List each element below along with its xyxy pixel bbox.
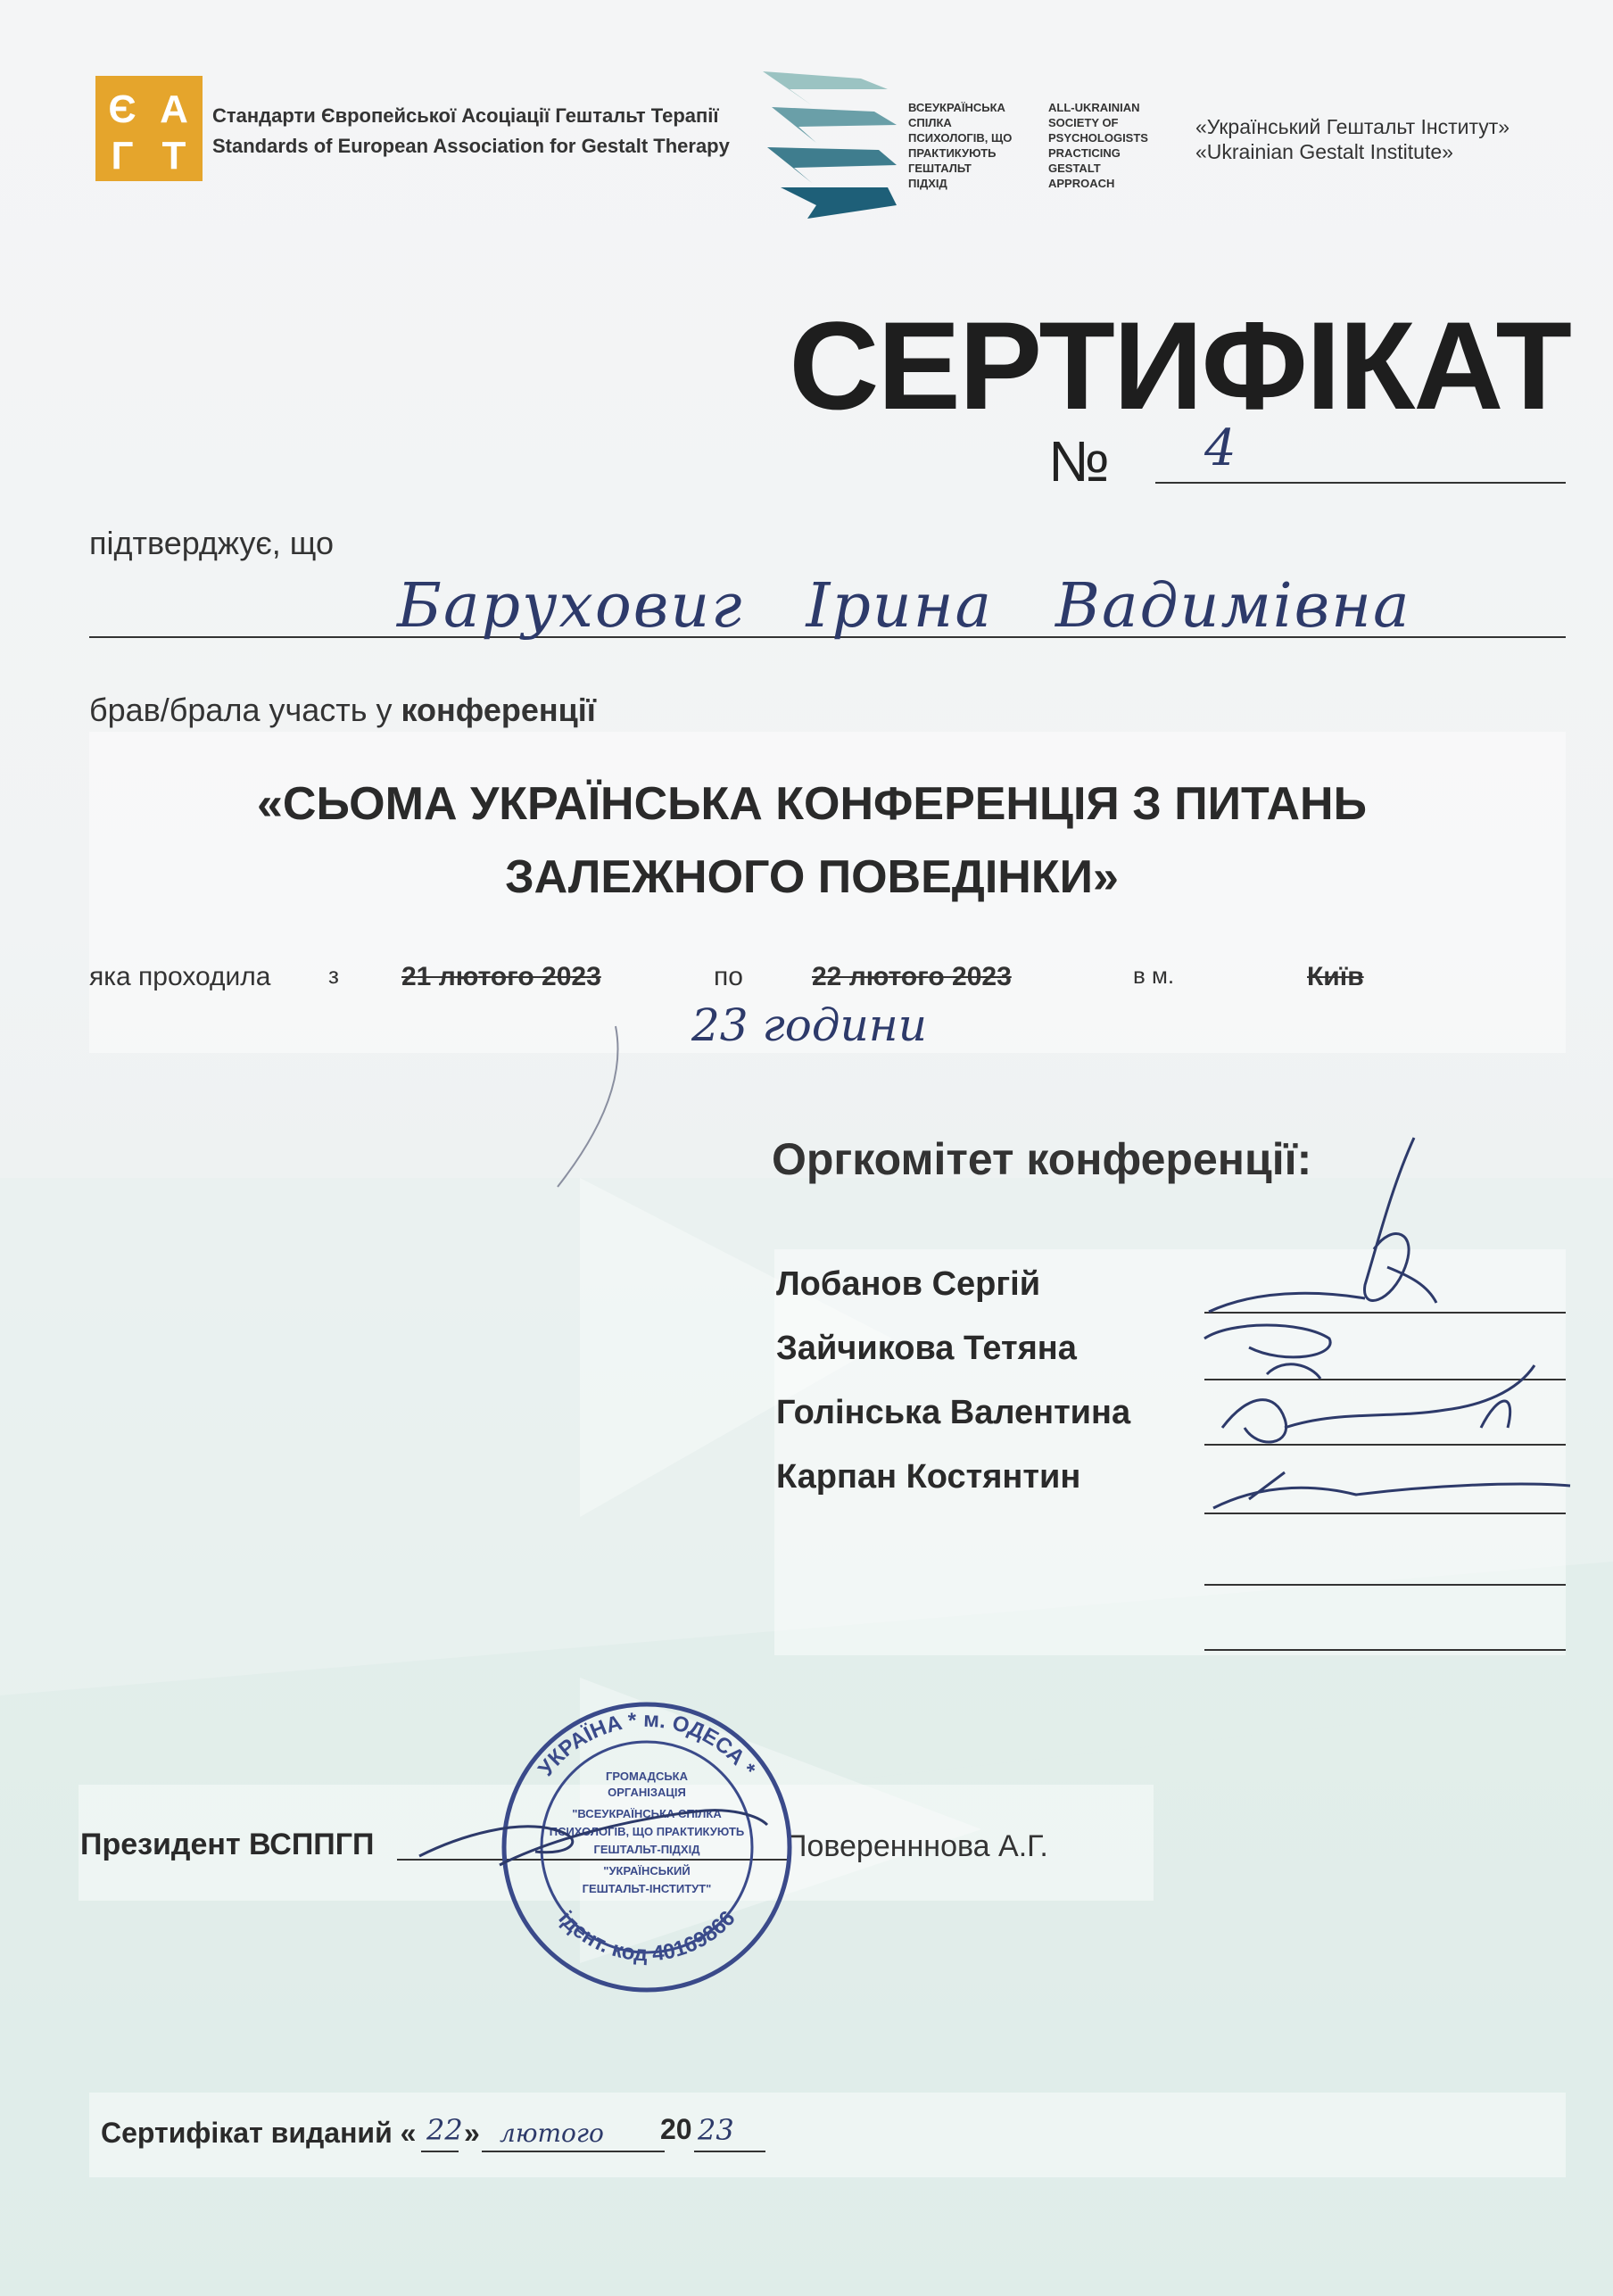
participant-surname: Баруховиг: [397, 571, 744, 642]
issued-year-prefix: 20: [660, 2113, 692, 2145]
signature-line-5: [1204, 1584, 1566, 1586]
committee-member-1: Лобанов Сергій: [776, 1265, 1041, 1303]
signature-line-1: [1204, 1312, 1566, 1314]
eagt-letter-2: А: [160, 87, 188, 131]
ugi-name-ua: «Український Гештальт Інститут»: [1195, 115, 1510, 138]
participant-first-name: Ірина: [806, 571, 994, 642]
issued-day: 22: [426, 2113, 463, 2147]
signature-line-2: [1204, 1379, 1566, 1380]
certificate-number-value: 4: [1204, 419, 1237, 477]
president-label: Президент ВСППГП: [80, 1828, 375, 1861]
ausp-ua-line-2: СПІЛКА: [908, 116, 952, 129]
issued-year-suffix: 23: [698, 2113, 734, 2147]
ausp-en-line-3: PSYCHOLOGISTS: [1048, 131, 1148, 145]
certificate-number-line: [1155, 482, 1566, 484]
date-from: 21 лютого 2023: [401, 962, 601, 991]
took-part-prefix: брав/брала участь у: [89, 692, 401, 728]
committee-band: [774, 1249, 1566, 1655]
ausp-name-en: [1048, 100, 1148, 191]
date-to: 22 лютого 2023: [812, 962, 1012, 991]
ausp-ua-line-3: ПСИХОЛОГІВ, ЩО: [908, 131, 1013, 145]
ausp-ua-line-4: ПРАКТИКУЮТЬ: [908, 146, 997, 160]
issued-day-line: [421, 2151, 459, 2152]
ausp-ua-line-1: ВСЕУКРАЇНСЬКА: [908, 101, 1005, 114]
ugi-caption: [1195, 114, 1510, 164]
ausp-ua-line-6: ПІДХІД: [908, 177, 947, 190]
conference-title-line-1: «СЬОМА УКРАЇНСЬКА КОНФЕРЕНЦІЯ З ПИТАНЬ: [257, 778, 1367, 830]
stamp-line-7: ГЕШТАЛЬТ-ІНСТИТУТ": [582, 1882, 712, 1895]
stamp-line-3: "ВСЕУКРАЇНСЬКА СПІЛКА: [572, 1807, 722, 1820]
from-label: з: [328, 962, 339, 989]
participant-patronymic: Вадимівна: [1055, 571, 1411, 642]
signature-line-6: [1204, 1649, 1566, 1651]
committee-title: Оргкомітет конференції:: [772, 1134, 1312, 1184]
certificate-number-label: №: [1048, 429, 1110, 493]
ausp-en-line-4: PRACTICING: [1048, 146, 1121, 160]
committee-member-3: Голінська Валентина: [776, 1394, 1131, 1431]
confirms-label: підтверджує, що: [89, 525, 335, 561]
svg-text:ідент. код 40169866: [554, 1906, 740, 1966]
official-stamp: [500, 1700, 794, 1994]
signature-line-3: [1204, 1444, 1566, 1446]
stamp-outer-top: УКРАЇНА * м. ОДЕСА *: [534, 1707, 760, 1781]
issued-close-quote: »: [464, 2117, 480, 2149]
eagt-line-ua: Стандарти Європейської Асоціації Гештальт Терапії: [212, 104, 719, 127]
ausp-en-line-1: ALL-UKRAINIAN: [1048, 101, 1140, 114]
eagt-letter-4: Т: [161, 134, 186, 178]
took-part-label: [89, 692, 596, 729]
held-label: яка проходила: [89, 962, 271, 991]
president-name: Поверенннова А.Г.: [785, 1829, 1048, 1863]
to-label: по: [714, 962, 743, 991]
ausp-en-line-6: APPROACH: [1048, 177, 1115, 190]
conference-title: [89, 767, 1534, 914]
stamp-line-1: ГРОМАДСЬКА: [606, 1770, 688, 1783]
ausp-name-ua: [908, 100, 1012, 191]
stamp-line-6: "УКРАЇНСЬКИЙ: [603, 1864, 691, 1877]
issued-month-line: [482, 2151, 665, 2152]
issued-label: Сертифікат виданий «: [101, 2117, 417, 2149]
ausp-en-line-5: GESTALT: [1048, 162, 1101, 175]
participant-name: [397, 571, 1474, 642]
ausp-en-line-2: SOCIETY OF: [1048, 116, 1119, 129]
ugi-name-en: «Ukrainian Gestalt Institute»: [1195, 140, 1453, 163]
issued-year-line: [694, 2151, 765, 2152]
stamp-line-5: ГЕШТАЛЬТ-ПІДХІД: [593, 1843, 700, 1856]
signature-line-4: [1204, 1513, 1566, 1514]
committee-member-2: Зайчикова Тетяна: [776, 1330, 1077, 1367]
eagt-logo: [95, 76, 203, 181]
eagt-line-en: Standards of European Association for Gestalt Therapy: [212, 135, 730, 157]
stamp-outer-bottom: ідент. код 40169866: [553, 1906, 740, 1967]
eagt-caption: [212, 101, 730, 162]
eagt-letter-3: Г: [111, 134, 134, 178]
eagt-letter-1: Є: [108, 87, 136, 131]
certificate-title: СЕРТИФІКАТ: [789, 295, 1570, 435]
issued-month: лютого: [500, 2118, 604, 2148]
hours-handwritten: 23 години: [691, 999, 927, 1051]
committee-member-4: Карпан Костянтин: [776, 1458, 1081, 1496]
ausp-logo: [763, 71, 897, 219]
stamp-line-4: ПСИХОЛОГІВ, ЩО ПРАКТИКУЮТЬ: [549, 1825, 745, 1838]
conference-title-line-2: ЗАЛЕЖНОГО ПОВЕДІНКИ»: [505, 851, 1119, 903]
in-city-label: в м.: [1133, 962, 1175, 989]
ausp-ua-line-5: ГЕШТАЛЬТ: [908, 162, 972, 175]
stamp-line-2: ОРГАНІЗАЦІЯ: [608, 1786, 686, 1799]
took-part-bold: конференції: [401, 692, 596, 728]
city: Київ: [1307, 962, 1364, 991]
